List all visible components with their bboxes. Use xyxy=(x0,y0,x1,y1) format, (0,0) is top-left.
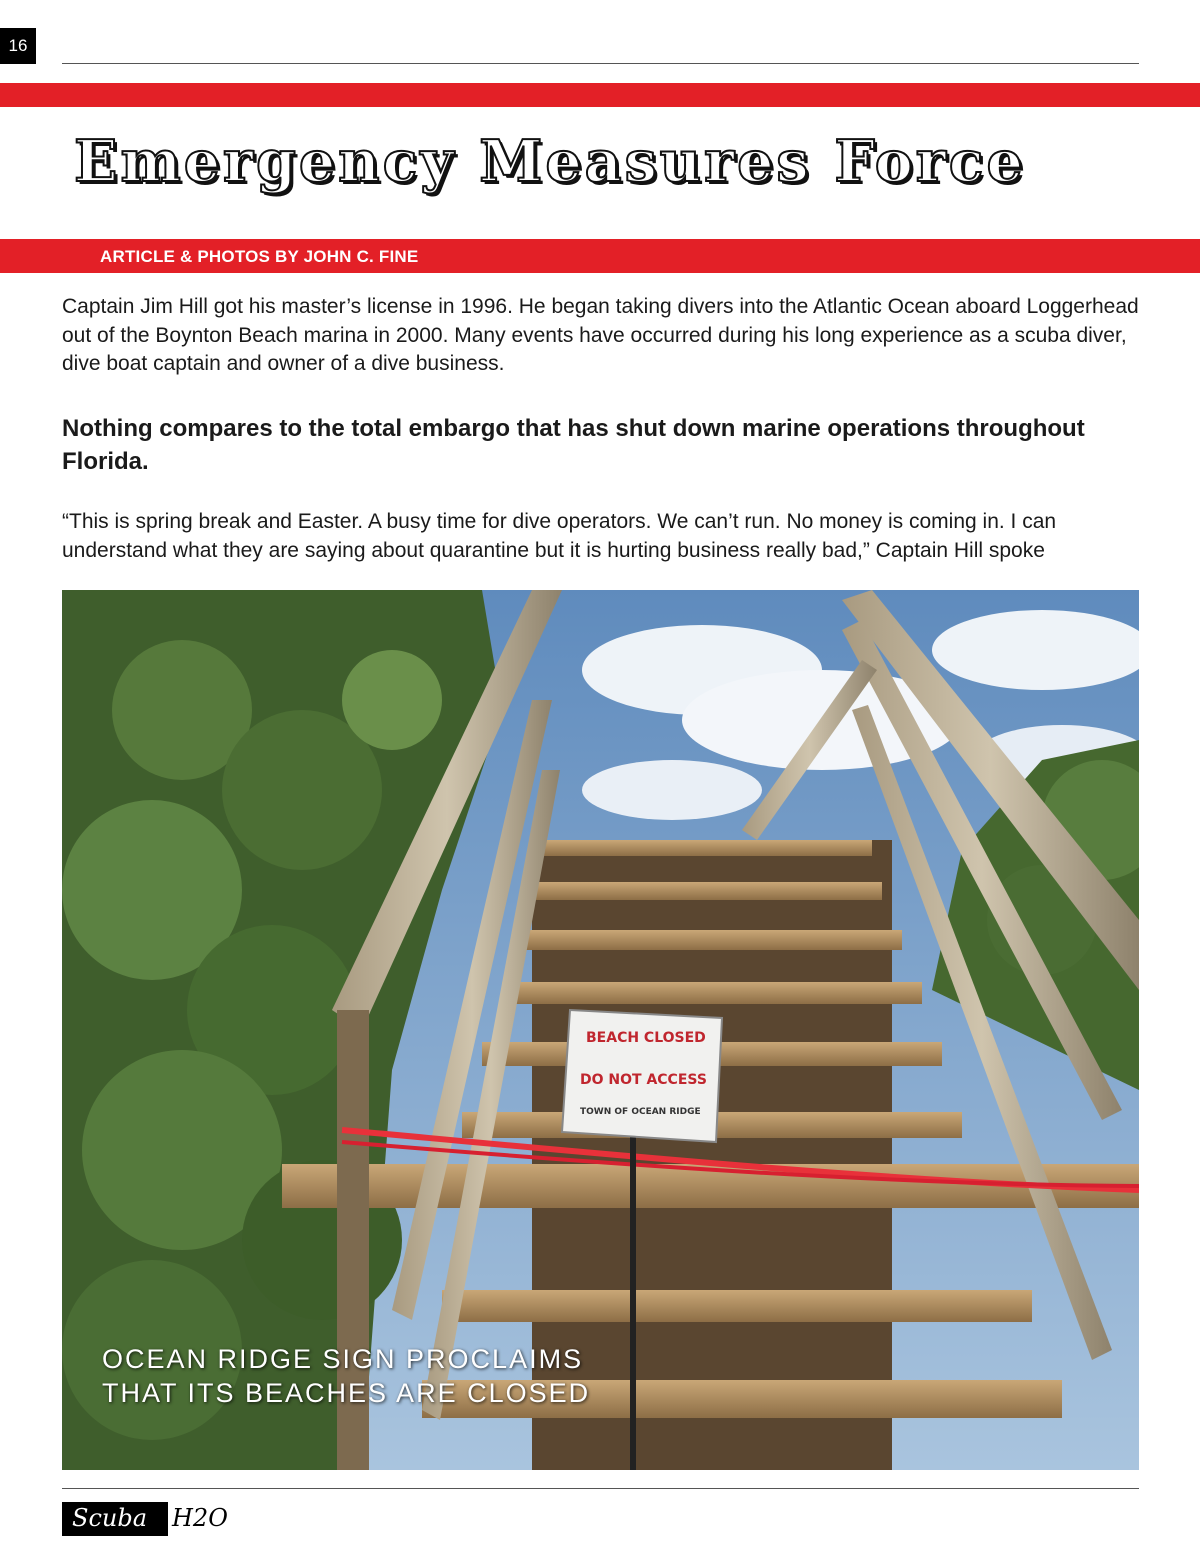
article-pull-quote: Nothing compares to the total embargo that has shut down marine operations throughout Florida. xyxy=(62,415,1085,475)
beach-stairs-photo xyxy=(62,590,1139,1470)
sign-line-2: DO NOT ACCESS xyxy=(580,1072,707,1088)
bottom-divider xyxy=(62,1488,1139,1489)
top-divider xyxy=(62,63,1139,64)
footer-logo-scuba: Scuba xyxy=(72,1504,148,1532)
title-red-bar xyxy=(0,83,1200,107)
article-byline: ARTICLE & PHOTOS BY JOHN C. FINE xyxy=(100,247,419,266)
article-paragraph-1: Captain Jim Hill got his master’s license in 1996. He began taking divers into the Atlantic Ocean aboard Loggerhead out of the Boynton Beach marina in 2000. Many events have occurred during his long experience as a scuba diver, dive boat captain and owner of a dive business. xyxy=(62,295,1139,375)
caption-line-2: THAT ITS BEACHES ARE CLOSED xyxy=(102,1378,591,1408)
photo-caption xyxy=(102,1342,590,1410)
footer-logo-h2o: H2O xyxy=(172,1504,228,1532)
photo-illustration xyxy=(62,590,1139,1470)
sign-line-3: TOWN OF OCEAN RIDGE xyxy=(580,1107,701,1117)
article-title: Emergency Measures Force xyxy=(74,128,1026,195)
article-paragraph-3: “This is spring break and Easter. A busy time for dive operators. We can’t run. No money is coming in. I can understand what they are saying about quarantine but it is hurting business really bad,” Captain Hill spoke xyxy=(62,510,1057,562)
caption-line-1: OCEAN RIDGE SIGN PROCLAIMS xyxy=(102,1344,584,1374)
page-number: 16 xyxy=(0,28,36,64)
sign-line-1: BEACH CLOSED xyxy=(586,1030,706,1046)
